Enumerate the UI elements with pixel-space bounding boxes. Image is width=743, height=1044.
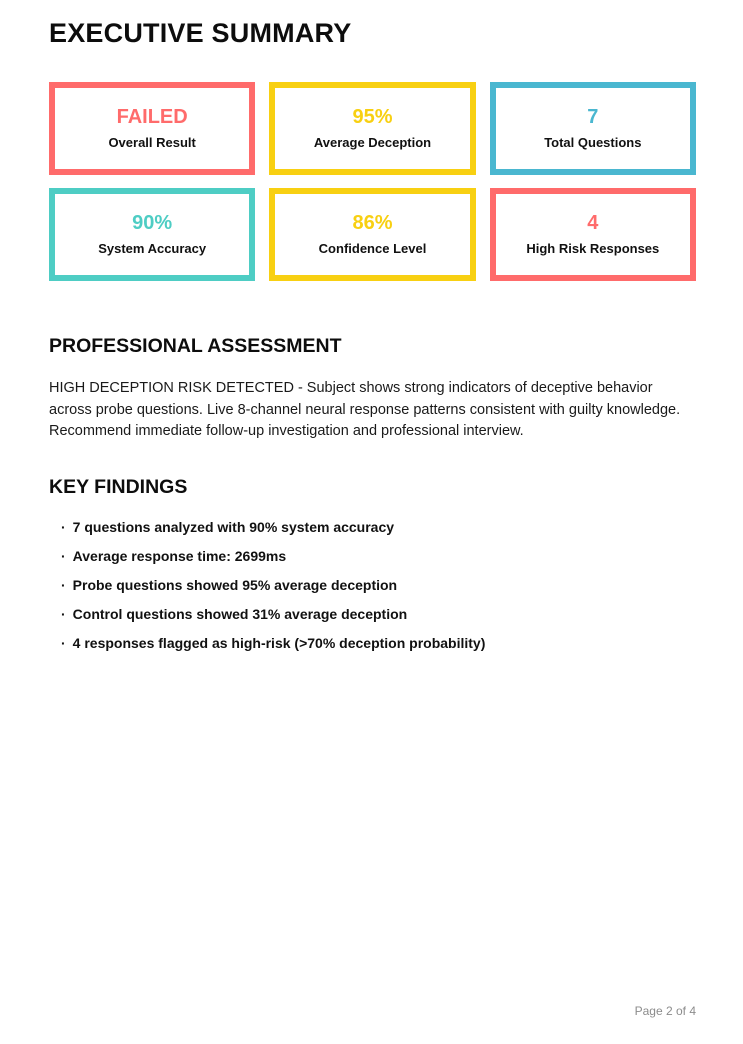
stat-card — [49, 188, 255, 281]
bullet-glyph: · — [61, 576, 66, 593]
finding-text: 7 questions analyzed with 90% system accuracy — [72, 518, 395, 535]
stat-card — [49, 82, 255, 175]
key-findings-list — [49, 513, 696, 658]
stat-value: FAILED — [116, 106, 188, 129]
finding-text: Control questions showed 31% average deception — [72, 605, 408, 622]
professional-assessment-body: HIGH DECEPTION RISK DETECTED - Subject shows strong indicators of deceptive behavior across probe questions. Live 8-channel neural response patterns consistent with guilty knowledge. Recommend immediate follow-up investigation and professional interview. — [49, 380, 681, 439]
bullet-glyph: · — [61, 518, 66, 535]
stat-label: System Accuracy — [98, 241, 207, 257]
stat-value: 90% — [132, 212, 173, 235]
page-title: EXECUTIVE SUMMARY — [49, 18, 352, 48]
stat-label: Confidence Level — [318, 241, 427, 257]
stat-label: Overall Result — [108, 135, 196, 151]
stat-value: 86% — [352, 212, 393, 235]
stat-card — [269, 82, 475, 175]
finding-text: Probe questions showed 95% average deception — [72, 576, 398, 593]
finding-text: Average response time: 2699ms — [72, 547, 287, 564]
stat-value: 4 — [587, 212, 599, 235]
stat-label: High Risk Responses — [526, 241, 660, 257]
summary-cards-grid — [49, 82, 696, 281]
stat-card — [490, 82, 696, 175]
finding-item — [61, 600, 696, 629]
professional-assessment-heading: PROFESSIONAL ASSESSMENT — [49, 335, 342, 357]
stat-card — [269, 188, 475, 281]
bullet-glyph: · — [61, 605, 66, 622]
stat-label: Total Questions — [544, 135, 642, 151]
stat-value: 7 — [587, 106, 599, 129]
finding-item — [61, 542, 696, 571]
finding-item — [61, 513, 696, 542]
stat-value: 95% — [352, 106, 393, 129]
stat-label: Average Deception — [313, 135, 432, 151]
bullet-glyph: · — [61, 547, 66, 564]
bullet-glyph: · — [61, 634, 66, 651]
finding-item — [61, 571, 696, 600]
page-number: Page 2 of 4 — [634, 1004, 696, 1018]
key-findings-heading: KEY FINDINGS — [49, 475, 188, 498]
finding-text: 4 responses flagged as high-risk (>70% deception probability) — [72, 634, 486, 651]
finding-item — [61, 629, 696, 658]
stat-card — [490, 188, 696, 281]
